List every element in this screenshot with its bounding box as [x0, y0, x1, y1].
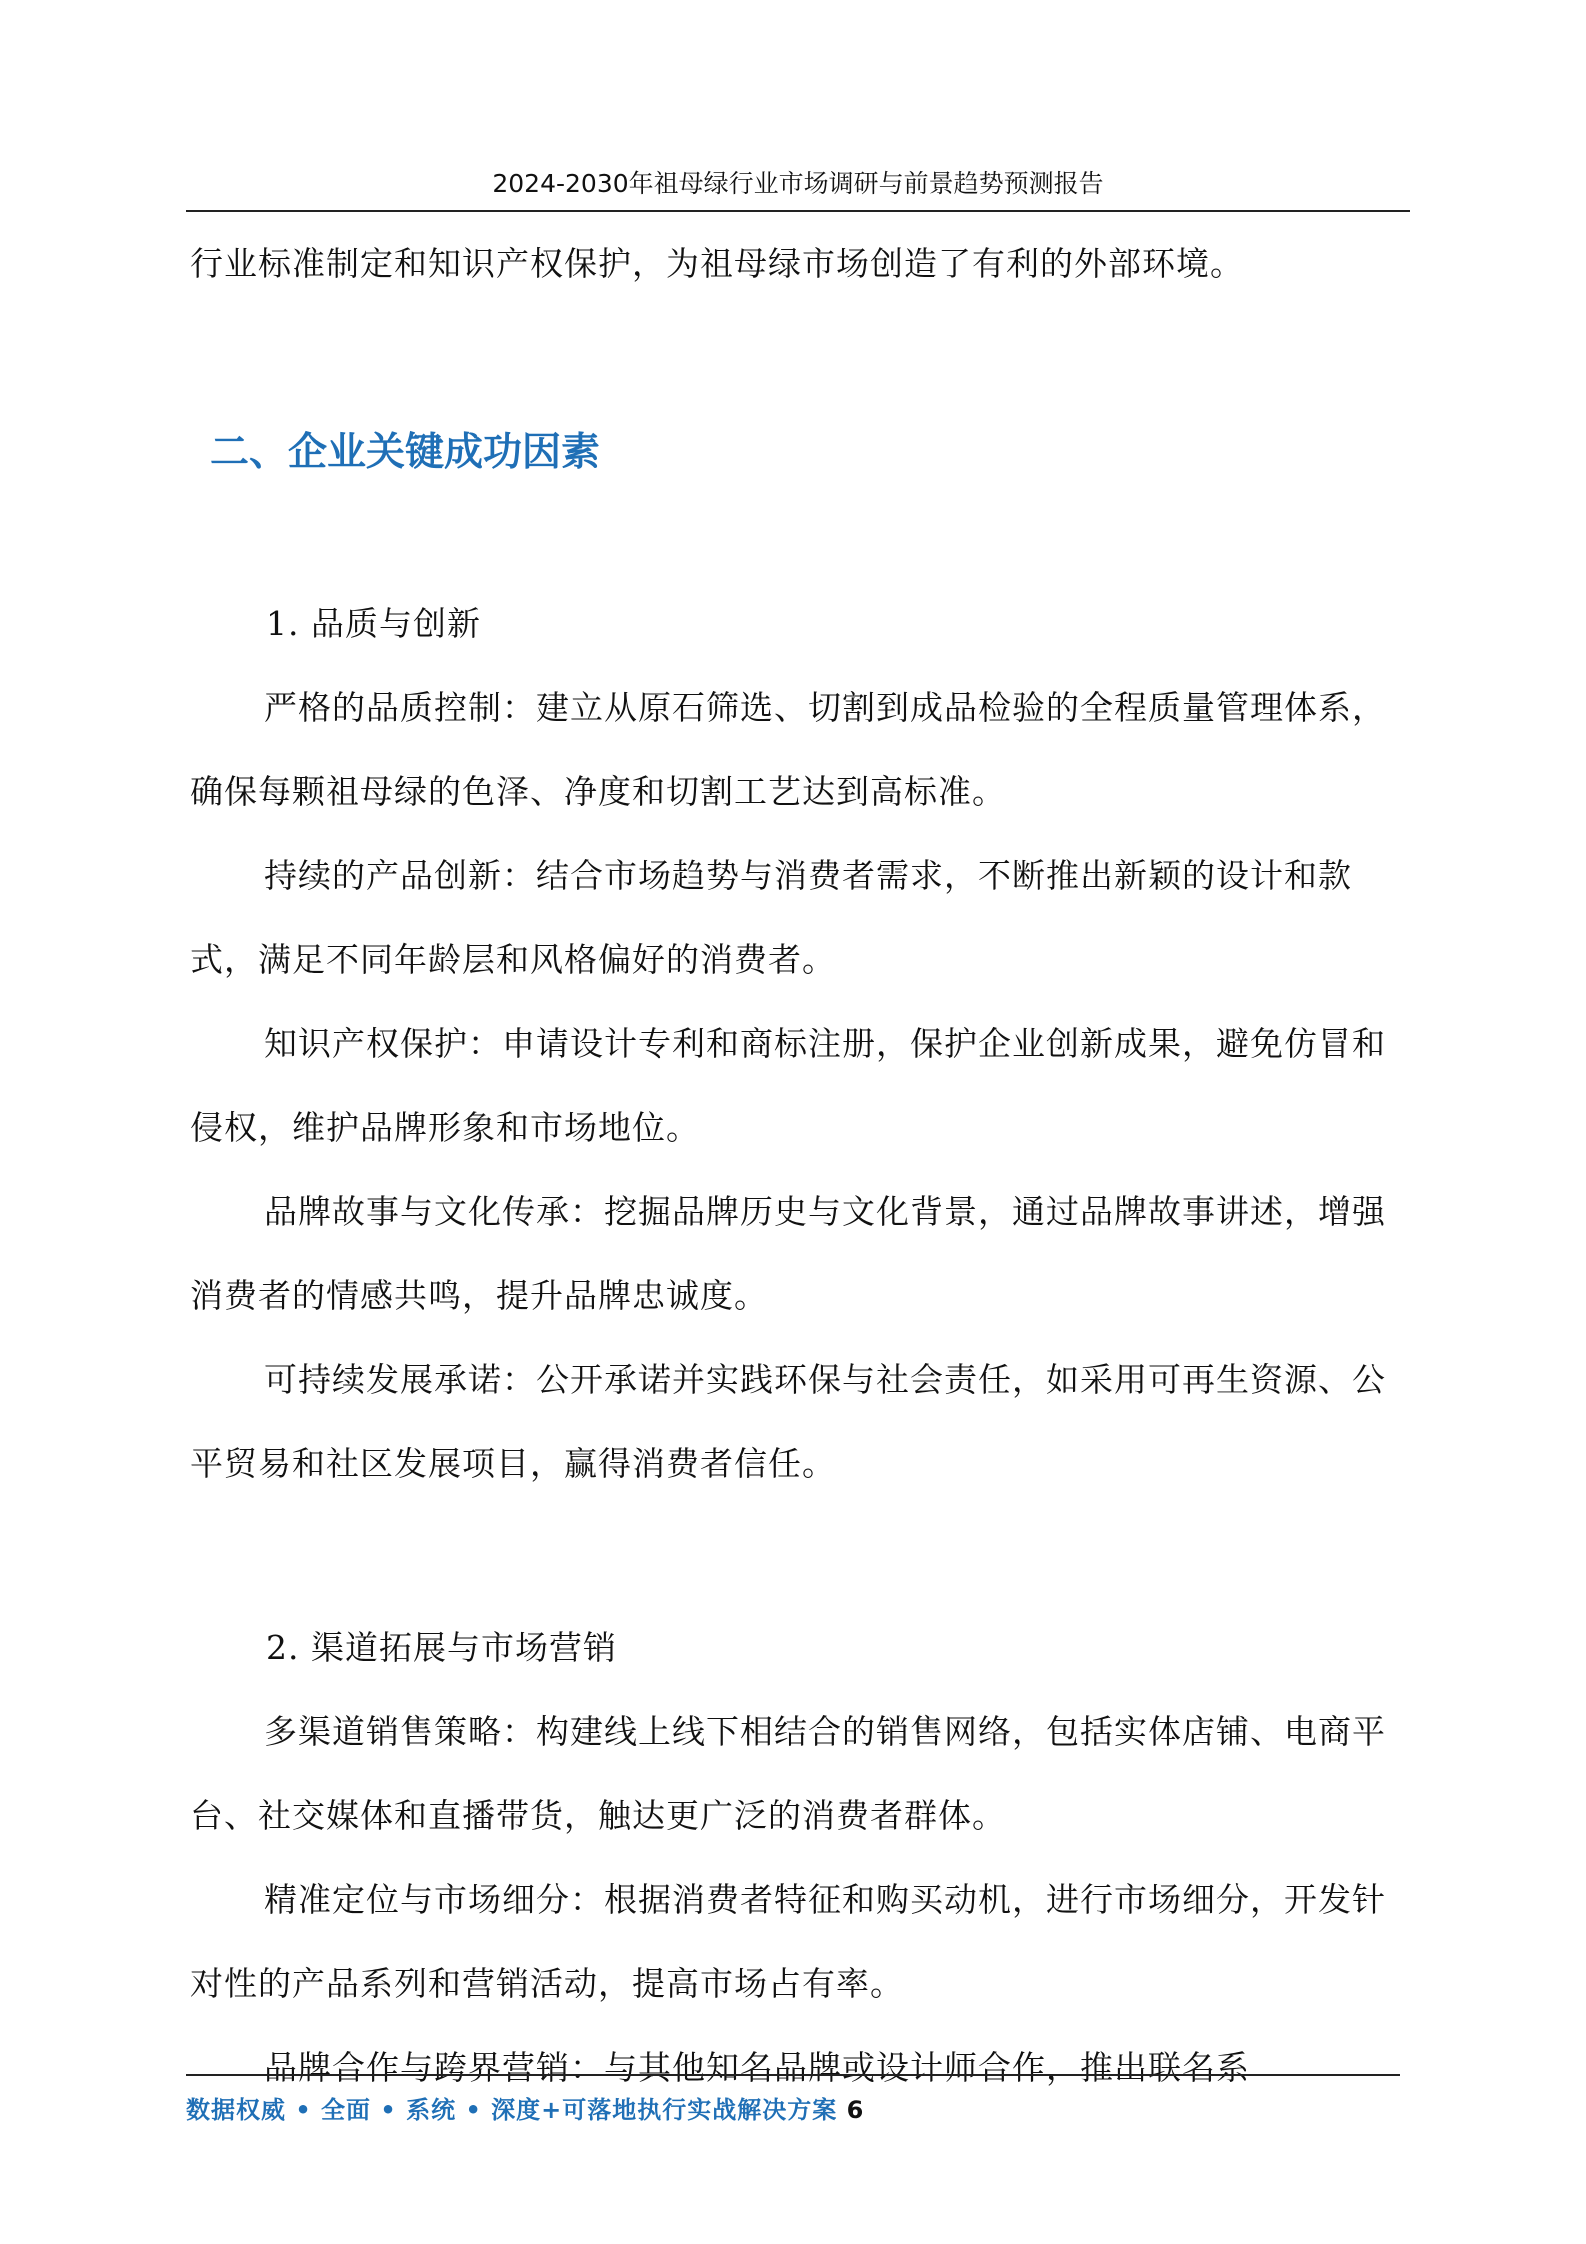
subsection-heading-quality: 1. 品质与创新: [266, 604, 481, 643]
paragraph-market-segmentation: 精准定位与市场细分：根据消费者特征和购买动机，进行市场细分，开发针对性的产品系列和营销活动，提高市场占有率。: [190, 1880, 1386, 2003]
paragraph-brand-story: 品牌故事与文化传承：挖掘品牌历史与文化背景，通过品牌故事讲述，增强消费者的情感共鸣，提升品牌忠诚度。: [190, 1192, 1386, 1315]
footer-slogan: 数据权威 • 全面 • 系统 • 深度+可落地执行实战解决方案: [186, 2096, 838, 2124]
document-body: [190, 222, 1400, 2110]
paragraph-brand-collaboration: 品牌合作与跨界营销：与其他知名品牌或设计师合作，推出联名系: [264, 2048, 1250, 2087]
subsection-heading-channels: 2. 渠道拓展与市场营销: [266, 1628, 617, 1667]
page-header: [186, 158, 1410, 212]
paragraph-quality-control: 严格的品质控制：建立从原石筛选、切割到成品检验的全程质量管理体系，确保每颗祖母绿的色泽、净度和切割工艺达到高标准。: [190, 688, 1386, 811]
paragraph-ip-protection: 知识产权保护：申请设计专利和商标注册，保护企业创新成果，避免仿冒和侵权，维护品牌形象和市场地位。: [190, 1024, 1386, 1147]
paragraph-multichannel: 多渠道销售策略：构建线上线下相结合的销售网络，包括实体店铺、电商平台、社交媒体和直播带货，触达更广泛的消费者群体。: [190, 1712, 1386, 1835]
footer-line: [186, 2090, 1400, 2125]
section-heading: 二、企业关键成功因素: [210, 430, 601, 475]
paragraph-product-innovation: 持续的产品创新：结合市场趋势与消费者需求，不断推出新颖的设计和款式，满足不同年龄层和风格偏好的消费者。: [190, 856, 1352, 979]
paragraph-sustainability: 可持续发展承诺：公开承诺并实践环保与社会责任，如采用可再生资源、公平贸易和社区发展项目，赢得消费者信任。: [190, 1360, 1386, 1483]
intro-paragraph-tail: 行业标准制定和知识产权保护，为祖母绿市场创造了有利的外部环境。: [190, 244, 1244, 283]
page-footer: [186, 2074, 1400, 2125]
report-title: 2024-2030年祖母绿行业市场调研与前景趋势预测报告: [492, 169, 1104, 198]
page-number: 6: [846, 2096, 865, 2124]
